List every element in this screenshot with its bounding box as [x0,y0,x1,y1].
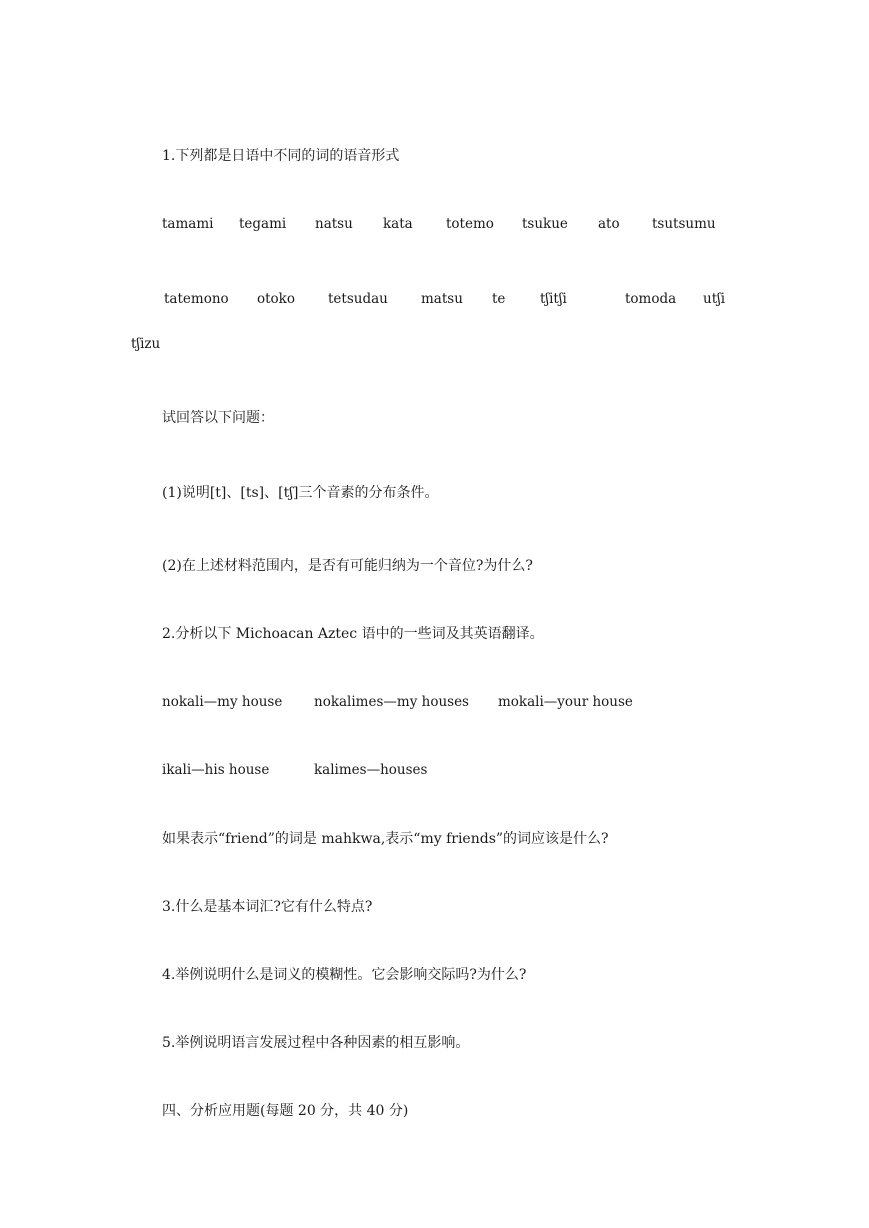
q2-intro: 2.分析以下 Michoacan Aztec 语中的一些词及其英语翻译。 [162,626,544,642]
word: tsutsumu [652,216,716,232]
word: tʃitʃi [540,291,567,307]
word: totemo [446,216,494,232]
word: te [492,291,506,307]
section-heading: 四、分析应用题(每题 20 分，共 40 分) [162,1103,409,1119]
gloss: kalimes—houses [314,762,428,778]
word: tʃizu [131,336,161,352]
q5: 5.举例说明语言发展过程中各种因素的相互影响。 [162,1035,470,1051]
word: matsu [421,291,463,307]
q1-prompt: 试回答以下问题： [162,410,274,426]
word: natsu [315,216,353,232]
q1-intro: 1.下列都是日语中不同的词的语音形式 [162,148,400,164]
word: tatemono [164,291,229,307]
word: ato [598,216,620,232]
gloss: nokali—my house [162,694,283,710]
gloss: mokali—your house [498,694,633,710]
gloss: nokalimes—my houses [314,694,469,710]
word: tomoda [625,291,677,307]
q1-sub1: (1)说明[t]、[ts]、[tʃ]三个音素的分布条件。 [162,485,439,501]
q1-sub2: (2)在上述材料范围内，是否有可能归纳为一个音位?为什么? [162,558,533,574]
gloss: ikali—his house [162,762,270,778]
q4: 4.举例说明什么是词义的模糊性。它会影响交际吗?为什么? [162,967,527,983]
word: utʃi [703,291,726,307]
word: tsukue [522,216,568,232]
q3: 3.什么是基本词汇?它有什么特点? [162,899,373,915]
word: tamami [162,216,214,232]
q2-question: 如果表示“friend”的词是 mahkwa,表示“my friends”的词应该是什么? [162,831,609,847]
word: tetsudau [328,291,388,307]
word: tegami [239,216,287,232]
word: kata [383,216,413,232]
word: otoko [257,291,295,307]
